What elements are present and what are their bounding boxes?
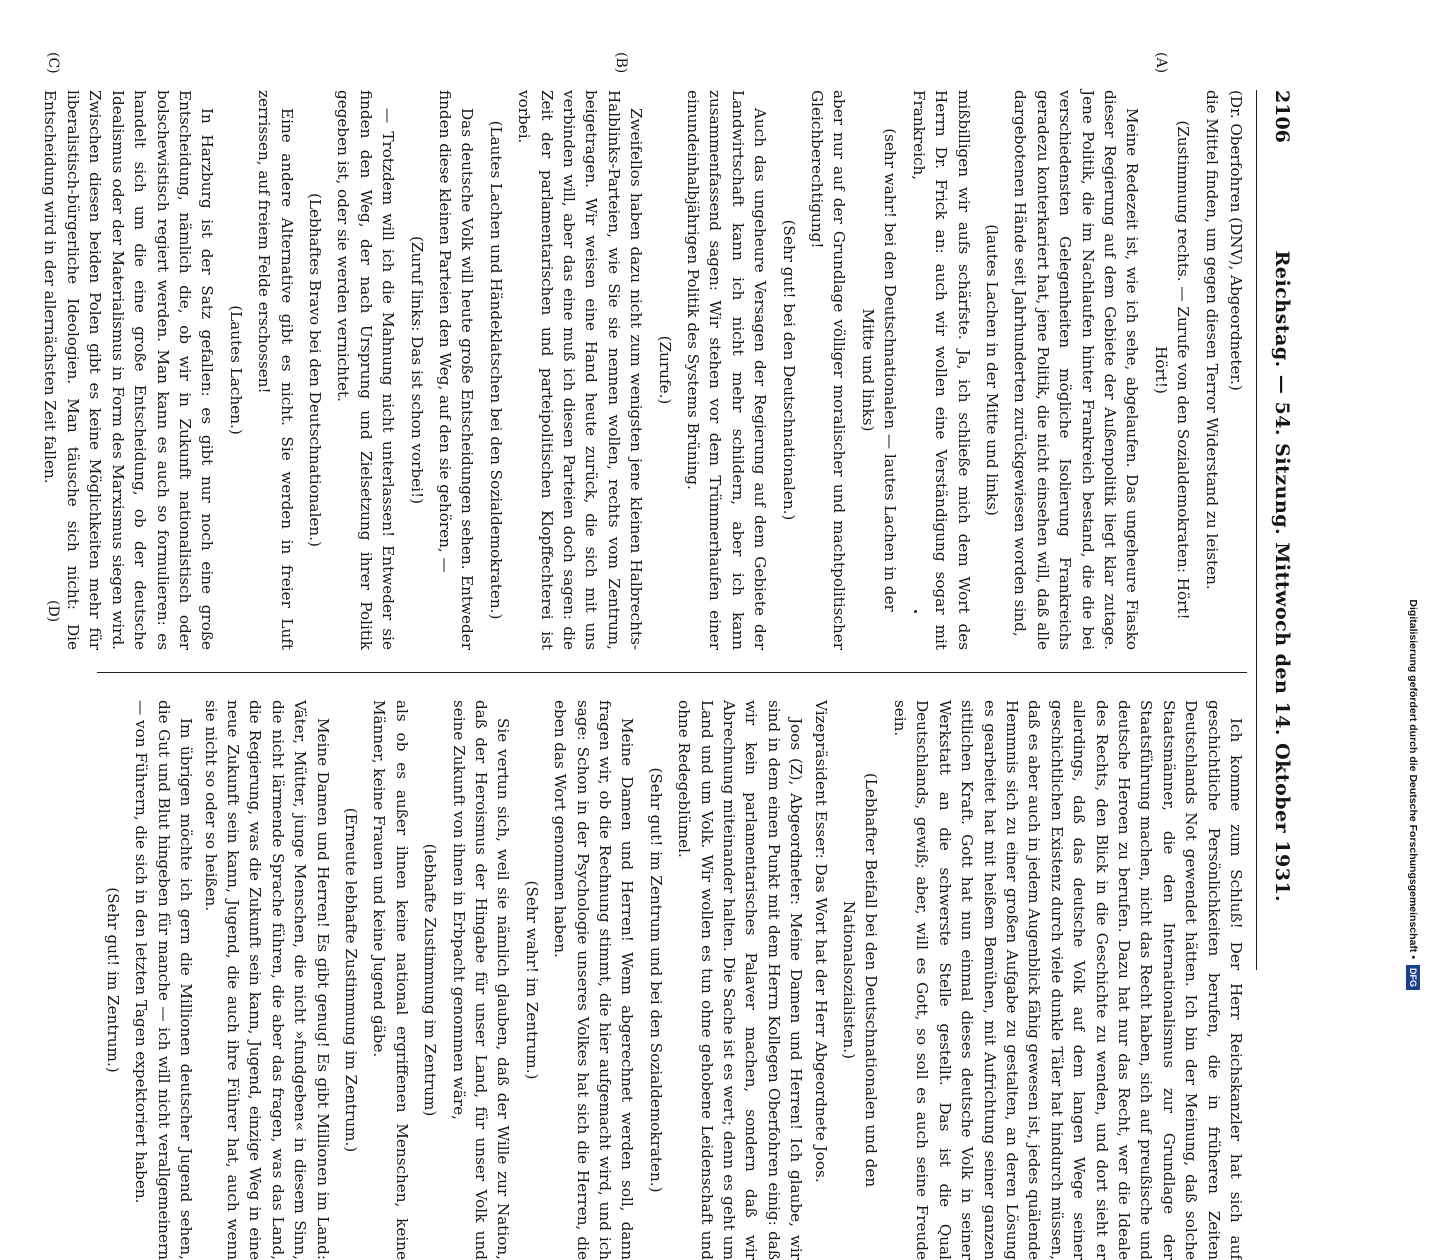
left-column xyxy=(37,90,1247,650)
paragraph: Joos (Z), Abgeordneter: Meine Damen und Herren! Ich glaube, wir sind in dem einen Punkt mit dem Herrn Kollegen Oberfohren einig: daß wir kein parlamentarisches Palaver machen, sondern daß wir Abrechnung miteinander halten. Die Sache ist es wert; denn es geht um Land und um Volk. Wir wollen es tun ohne gehobene Leidenschaft und ohne Redegeblümel. xyxy=(675,700,806,1260)
interjection: (Lebhaftes Bravo bei den Deutschnationalen.) xyxy=(305,193,324,547)
margin-marker-b: (B) xyxy=(613,52,629,74)
interjection: (lautes Lachen in der Mitte und links) xyxy=(982,224,1001,516)
interjection: (Sehr gut! bei den Deutschnationalen.) xyxy=(779,219,798,521)
paragraph: Zweifellos haben dazu nicht zum wenigsten jene kleinen Halbrechts-Halblinks-Parteien, wie Sie sie nennen wollen, rechts vom Zentrum, beigetragen. Wir weisen eine Hand heute zurück, die sich mit uns verbinden will, aber das eine muß ich diesen Parteien doch sagen: die Zeit der parlamentarischen und parteipolitischen Klopffechterei ist vorbei. xyxy=(515,90,646,650)
margin-marker-c: (C) xyxy=(45,52,61,74)
credit-text: Digitalisierung gefördert durch die Deutsche Forschungsgemeinschaft • xyxy=(1407,599,1419,959)
right-column xyxy=(96,700,1248,1260)
interjection: (Lebhafter Beifall bei den Deutschnationalen und den Nationalsozialisten.) xyxy=(840,772,881,1188)
paragraph: mißbilligen wir aufs schärfste. Ja, ich schließe mich dem Wort des Herrn Dr. Frick an: auch wir wollen eine Verständigung sogar mit Frankreich, xyxy=(909,90,973,650)
running-title: Reichstag. — 54. Sitzung. Mittwoch den 14. Oktober 1931. xyxy=(1271,250,1293,903)
interjection: (Zuruf links: Das ist schon vorbei!) xyxy=(407,235,426,505)
paragraph: In Harzburg ist der Satz gefallen: es gibt nur noch eine große Entscheidung, nämlich die, ob wir in Zukunft nationalistisch oder bolschewistisch regiert werden. Man kann es auch so formulieren: es handelt sich um die eine große Entscheidung, ob der deutsche Idealismus oder der Materialismus in Form des Marxismus siegen wird. Zwischen diesen beiden Polen gibt es keine Möglichkeiten mehr für liberalistisch-bürgerliche Ideologien. Man täusche sich nicht: Die Entscheidung wird in der allernächsten Zeit fallen. xyxy=(41,90,217,650)
interjection: (Sehr gut! im Zentrum.) xyxy=(103,887,122,1073)
paragraph: Vizepräsident Esser: Das Wort hat der Herr Abgeordnete Joos. xyxy=(811,700,830,1183)
paragraph: — Trotzdem will ich die Mahnung nicht unterlassen! Entweder sie finden den Weg, der nach Ursprung und Zielsetzung ihrer Politik gegeben ist, oder sie werden vernichtet. xyxy=(334,90,398,650)
margin-marker-a: (A) xyxy=(1153,52,1169,74)
paragraph: Meine Damen und Herren! Wenn abgerechnet werden soll, dann fragen wir, ob die Rechnung stimmt, die hier aufgemacht wird, und ich sage: Schon in der Psychologie unseres Volkes hat sich die Herren, die eben das Wort genommen haben. xyxy=(551,700,637,1260)
paragraph: (Dr. Oberfohren (DNV), Abgeordneter.) xyxy=(1227,90,1245,391)
column-rule xyxy=(97,672,1247,673)
paragraph: Das deutsche Volk will heute große Entscheidungen sehen. Entweder finden diese kleinen Parteien den Weg, auf den sie gehören, — xyxy=(436,90,477,650)
digitization-credit xyxy=(1402,10,1424,990)
interjection: (lebhafte Zustimmung im Zentrum) xyxy=(421,843,440,1117)
paragraph: Meine Redezeit ist, wie ich sehe, abgelaufen. Das ungeheure Fiasko dieser Regierung auf dem Gebiete der Außenpolitik liegt klar zutage. Jene Politik, die im Nachlaufen hinter Frankreich bestand, die die bei verschiedensten Gelegenheiten mögliche Isolierung Frankreichs geradezu konterkariert hat, jene Politik, die nicht einsehen will, daß alle dargebotenen Hände seit Jahrhunderten zurückgewiesen worden sind, xyxy=(1011,90,1142,650)
paragraph: die Mittel finden, um gegen diesen Terror Widerstand zu leisten. xyxy=(1202,90,1221,590)
interjection: (Lautes Lachen und Händeklatschen bei den Sozialdemokraten.) xyxy=(486,120,505,620)
paragraph: Meine Damen und Herren! Es gibt genug! Es gibt Millionen im Land: Väter, Mütter, junge Menschen, die nicht »fundgeben« in diesem Sinn, die nicht lärmende Sprache führen, die aber das fragen, was das Land, die Regierung, was die Zukunft sein kann, Jugend, einzige Weg in eine neue Zukunft sein kann, Jugend, die auch ihre Führer hat, auch wenn sie nicht so oder so heißen. xyxy=(201,700,332,1260)
page-header xyxy=(1253,90,1293,970)
interjection: (Zustimmung rechts. — Zurufe von den Sozialdemokraten: Hört! Hört!) xyxy=(1151,120,1193,620)
interjection: (Lautes Lachen.) xyxy=(226,305,245,435)
interjection: (Sehr wahr! im Zentrum.) xyxy=(522,880,541,1080)
paragraph: als ob es außer ihnen keine national ergriffenen Menschen, keine Männer, keine Frauen und keine Jugend gäbe. xyxy=(370,700,411,1260)
paragraph: Auch das ungeheure Versagen der Regierung auf dem Gebiete der Landwirtschaft kann ich nicht mehr schildern, aber ich kann zusammenfassend sagen: Wir stehen vor dem Trümmerhaufen einer einundeinhalbjährigen Politik des Systems Brüning. xyxy=(684,90,770,650)
dfg-logo: DFG xyxy=(1406,965,1420,990)
paragraph: Sie vertun sich, weil sie nämlich glauben, daß der Wille zur Nation, daß der Heroismus der Hingabe für unser Land, für unser Volk und seine Zukunft von ihnen in Erbpacht genommen wäre, xyxy=(449,700,513,1260)
interjection: (Erneute lebhafte Zustimmung im Zentrum.) xyxy=(341,807,360,1153)
paragraph: Im übrigen möchte ich gern die Millionen deutscher Jugend sehen, die Gut und Blut hingeben für manche — ich will nicht verallgemeinern — von Führern, die sich in den letzten Tagen expektoriert haben. xyxy=(132,700,196,1260)
interjection: (sehr wahr! bei den Deutschnationalen — lautes Lachen in der Mitte und links) xyxy=(858,128,900,612)
print-speck xyxy=(914,610,917,613)
interjection: (Zurufe.) xyxy=(655,335,674,405)
digitization-sidebar xyxy=(1402,10,1424,990)
header-rule xyxy=(1256,90,1257,970)
paragraph: aber nur auf der Grundlage völliger moralischer und machtpolitischer Gleichberechtigung! xyxy=(808,90,849,650)
page-number: 2106 xyxy=(1271,90,1293,143)
paragraph: Eine andere Alternative gibt es nicht. Sie werden in freier Luft zerrissen, auf freiem Felde erschossen! xyxy=(255,90,296,650)
paragraph: Ich komme zum Schluß! Der Herr Reichskanzler hat sich auf geschichtliche Persönlichkeiten berufen, die in früheren Zeiten Deutschlands Not gewendet hätten. Ich bin der Meinung, daß solche Staatsmänner, die den Internationalismus zur Grundlage der Staatsführung machen, nicht das Recht haben, sich auf preußische und deutsche Heroen zu berufen. Dazu hat nur das Recht, wer die Ideale des Rechts, den Blick in die Geschichte zu wenden, und dort sieht er allerdings, daß das deutsche Volk auf dem langen Wege seiner geschichtlichen Existenz durch viele dunkle Täler hat hindurch müssen, daß es aber auch in jedem Augenblick fähig gewesen ist, jedes quälende Hemmnis sich zu einer großen Aufgabe zu gestalten, an deren Lösung es gearbeitet hat mit heißem Bemühen, mit Aufrichtung seiner ganzen sittlichen Kraft. Gott hat nun einmal dieses deutsche Volk in seiner Werkstatt an die schwerste Stelle gestellt. Das ist die Qual Deutschlands, gewiß; aber, will es Gott, so soll es auch seine Freude sein. xyxy=(890,700,1245,1260)
interjection: (Sehr gut! im Zentrum und bei den Sozialdemokraten.) xyxy=(646,767,665,1193)
margin-marker-d: (D) xyxy=(45,600,61,623)
